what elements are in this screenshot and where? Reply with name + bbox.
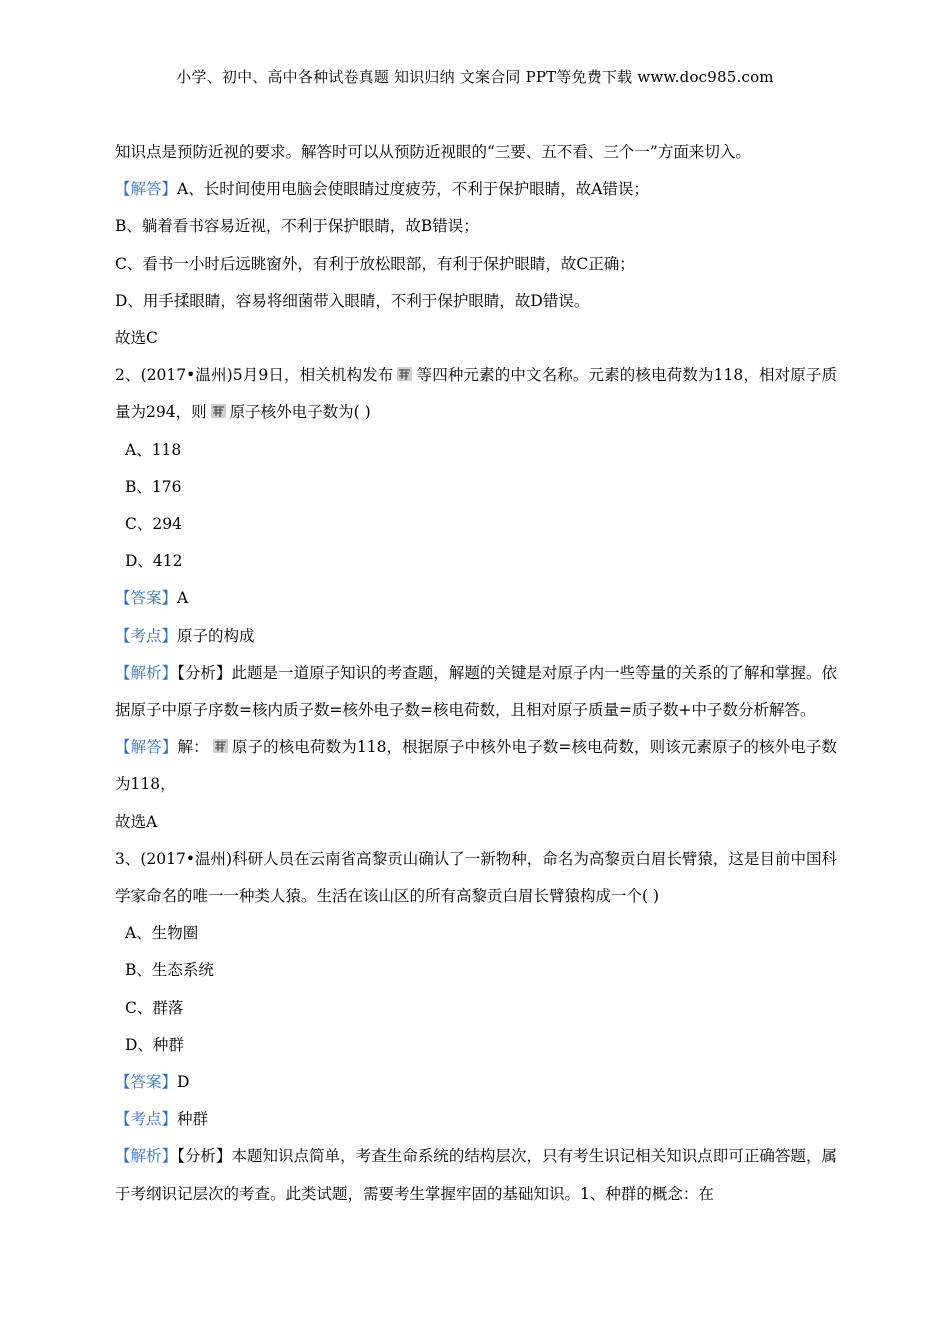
question-2-point (115, 618, 837, 655)
question-2-stem-part2: 等四种元素的中文名称。元素的核电荷数为118，相对原子质量为294，则 (115, 366, 837, 422)
question-3-option-b: B、生态系统 (125, 961, 214, 980)
question-3-point (115, 1101, 837, 1138)
point-value: 种群 (177, 1110, 209, 1129)
solution-text: 原子的核电荷数为118，根据原子中核外电子数=核电荷数，则该元素原子的核外电子数为118， (115, 738, 837, 794)
question-3-answer (115, 1064, 837, 1101)
question-3-analysis (115, 1138, 837, 1212)
question-2-option-c: C、294 (125, 515, 182, 534)
analysis-text: 【分析】此题是一道原子知识的考查题，解题的关键是对原子内一些等量的关系的了解和掌握。依据原子中原子序数=核内质子数=核外电子数=核电荷数，且相对原子质量=质子数+中子数分析解答。 (115, 663, 837, 720)
element-glyph-icon (396, 366, 413, 382)
document-body (115, 134, 837, 1213)
question-3-option-d: D、种群 (125, 1035, 184, 1054)
analysis-tag: 【解析】 (115, 1147, 178, 1166)
point-tag: 【考点】 (115, 626, 178, 645)
question-2-choice: 故选A (115, 812, 158, 831)
question-2-stem-part1: 2、(2017•温州)5月9日，相关机构发布 (115, 366, 394, 385)
solution-tag: 【解答】 (115, 180, 178, 199)
page-header: 小学、初中、高中各种试卷真题 知识归纳 文案合同 PPT等免费下载 www.doc985.com (176, 68, 774, 86)
answer-tag: 【答案】 (115, 589, 178, 608)
answer-value: D (177, 1073, 190, 1092)
answer-value: A (177, 589, 189, 608)
solution-prefix: 解： (177, 738, 209, 757)
question-2-stem (115, 357, 837, 431)
question-3-option-c: C、群落 (125, 998, 184, 1017)
solution-line-a (115, 171, 837, 208)
question-2-option-a: A、118 (125, 440, 182, 459)
analysis-tag: 【解析】 (115, 663, 178, 682)
question-2-option-d: D、412 (125, 552, 183, 571)
question-2-option-b: B、176 (125, 477, 182, 496)
question-2-solution (115, 729, 837, 803)
element-glyph-icon (212, 738, 229, 754)
solution-tag: 【解答】 (115, 738, 178, 757)
question-3-option-a: A、生物圈 (125, 924, 199, 943)
question-3-stem: 3、(2017•温州)科研人员在云南省高黎贡山确认了一新物种，命名为高黎贡白眉长臂猿，这是目前中国科学家命名的唯一一种类人猿。生活在该山区的所有高黎贡白眉长臂猿构成一个( ) (115, 849, 837, 906)
element-glyph-icon (210, 403, 227, 419)
answer-tag: 【答案】 (115, 1073, 178, 1092)
question-2-answer (115, 580, 837, 617)
choice-line: 故选C (115, 329, 158, 348)
solution-line-c: C、看书一小时后远眺窗外，有利于放松眼部，有利于保护眼睛，故C正确； (115, 254, 635, 273)
question-2-analysis (115, 655, 837, 729)
point-value: 原子的构成 (177, 626, 255, 645)
solution-line-b: B、躺着看书容易近视，不利于保护眼睛，故B错误； (115, 217, 479, 236)
solution-text-a: A、长时间使用电脑会使眼睛过度疲劳，不利于保护眼睛，故A错误； (177, 180, 649, 199)
question-2-stem-part3: 原子核外电子数为( ) (229, 403, 371, 422)
solution-line-d: D、用手揉眼睛，容易将细菌带入眼睛，不利于保护眼睛，故D错误。 (115, 291, 590, 310)
analysis-text: 【分析】本题知识点简单，考查生命系统的结构层次，只有考生识记相关知识点即可正确答题，属于考纲识记层次的考查。此类试题，需要考生掌握牢固的基础知识。1、种群的概念：在 (115, 1147, 837, 1203)
intro-line: 知识点是预防近视的要求。解答时可以从预防近视眼的“三要、五不看、三个一”方面来切入。 (115, 143, 751, 161)
point-tag: 【考点】 (115, 1110, 178, 1129)
